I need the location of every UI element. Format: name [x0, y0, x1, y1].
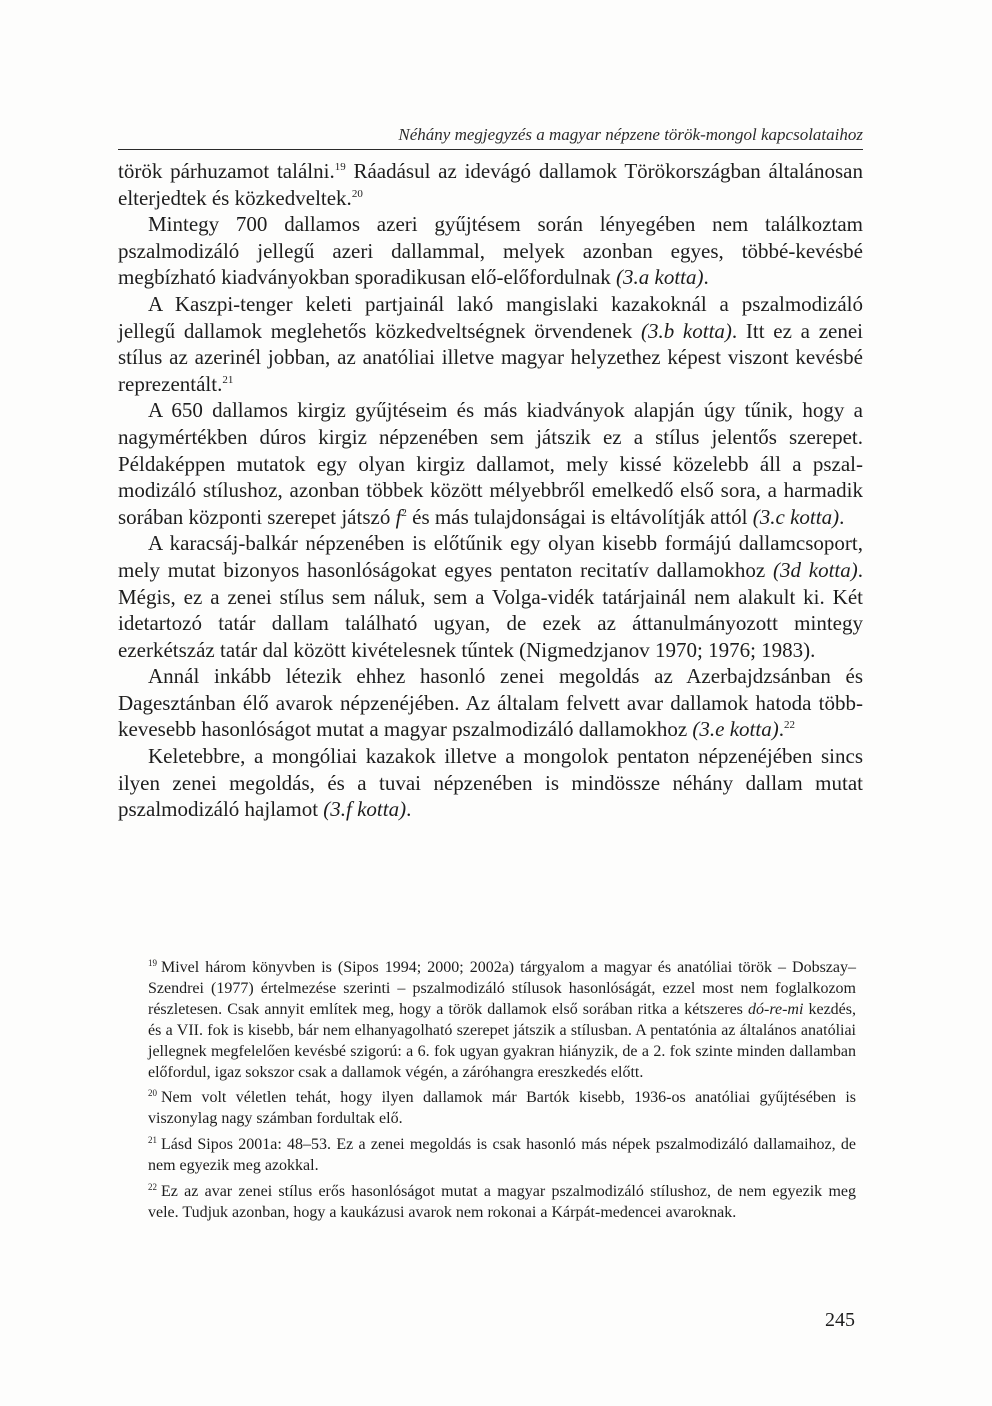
- footnote-text: Ez az avar zenei stílus erős hasonlóságot mutat a magyar pszalmodizáló stílushoz, de nem egyezik meg vele. Tudjuk azonban, hogy a kaukázusi avarok nem rokonai a Kárpát-medencei avaroknak.: [148, 1183, 856, 1221]
- running-head: Néhány megjegyzés a magyar népzene török-mongol kapcsolataihoz: [118, 124, 863, 150]
- music-reference: (3.b kotta): [640, 318, 732, 343]
- paragraph-5: [118, 530, 863, 663]
- text-segment: . Mégis, ez a zenei stílus sem náluk, sem a Volga-vidék tatárjainál nem alakult ki. Két idetartozó tatár dallam található ugyan, de ezek az áttanulmányozott mintegy ezerkétszáz tatár dal között kivételesnek tűntek (Nigmedzjanov 1970; 1976; 1983).: [118, 557, 863, 662]
- footnote-19: [148, 958, 856, 1083]
- footnote-mark: 22: [148, 1181, 157, 1192]
- paragraph-3: [118, 291, 863, 397]
- paragraph-1: [118, 158, 863, 211]
- footnote-text: Mivel három könyvben is (Sipos 1994; 2000; 2002a) tárgyalom a magyar és anatóliai török – Dobszay–Szendrei (1977) értelmezése szerinti – pszalmodizáló stílusok hasonlóságát, ezzel most nem foglalkozom részletesen. Csak annyit említek meg, hogy a török dallamok első sorában ritka a kétszeres: [148, 959, 856, 1018]
- text-segment: A Kaszpi-tenger keleti partjainál lakó mangislaki kazakoknál a pszalmodizáló jellegű dallamok meglehetős közkedveltségnek örvendenek: [118, 291, 863, 343]
- footnote-italic: dó-re-mi: [748, 1000, 804, 1018]
- music-reference: (3.a kotta): [616, 265, 704, 290]
- footnote-ref-19[interactable]: 19: [334, 161, 346, 173]
- music-reference: (3d kotta): [772, 557, 858, 582]
- text-segment: A karacsáj-balkár népzenében is előtűnik egy olyan kisebb formájú dallamcsoport, mely mutat bizonyos hasonlóságokat egyes pentaton recitatív dallamokhoz: [118, 531, 863, 582]
- text-segment: .: [406, 797, 412, 822]
- footnote-text: Nem volt véletlen tehát, hogy ilyen dallamok már Bartók kisebb, 1936-os anatóliai gyűjtésében is viszonylag nagy számban fordultak elő.: [148, 1089, 856, 1128]
- text-segment: Annál inkább létezik ehhez hasonló zenei megoldás az Azerbajdzsánban és Dagesztánban élő avarok népzenéjében. Az általam felvett avar dallamok hatoda több-kevesebb hasonlóságot mutat a magyar pszalmodizáló dallamokhoz: [118, 664, 863, 742]
- footnotes: [148, 958, 856, 1229]
- text-segment: . Itt ez a zenei stílus az azerinél jobban, az anatóliai illetve magyar helyzethez képest viszont kevésbé reprezentált.: [118, 318, 863, 396]
- text-segment: A 650 dallamos kirgiz gyűjtéseim és más kiadványok alapján úgy tűnik, hogy a nagymértékben dúros kirgiz népzenében sem játszik ez a stílus jelentős szerepet. Példaképpen mutatok egy olyan kirgiz dallamot, mely kissé közelebb áll a pszalmodizáló stílushoz, azonban többek között mélyebbről emelkedő első sora, a harmadik sorában központi szerepet játszó: [118, 398, 863, 529]
- note-symbol-superscript: 2: [401, 506, 407, 519]
- footnote-ref-22[interactable]: 22: [783, 719, 795, 732]
- text-segment: .: [703, 265, 709, 290]
- paragraph-7: [118, 743, 863, 823]
- music-reference: (3.f kotta): [323, 797, 407, 822]
- footnote-text: kezdés, és a VII. fok is kisebb, bár nem elhanyagolható szerepet játszik a stílusban. A pentatónia az általános anatóliai jellegnek megfelelően kevésbé szigorú: a 6. fok ugyan gyakran hiányzik, de a 2. fok szinte minden dallamban előfordul, igaz sokszor csak a dallamok végén, a záróhangra ereszkedés előtt.: [148, 1000, 857, 1081]
- footnote-20: [148, 1088, 856, 1130]
- text-segment: .: [839, 504, 845, 529]
- text-segment: Mintegy 700 dallamos azeri gyűjtésem során lényegében nem találkoztam pszalmodizáló jellegű azeri dallammal, melyek azonban egyes, többé-kevésbé megbízható kiadványokban sporadikusan elő-előfordulnak: [118, 212, 863, 290]
- paragraph-2: [118, 211, 863, 291]
- text-segment: és más tulajdonságai is eltávolítják attól: [406, 504, 753, 529]
- body-text: [118, 158, 863, 823]
- footnote-mark: 21: [148, 1134, 157, 1145]
- music-reference: (3.c kotta): [752, 504, 840, 529]
- paragraph-4: [118, 397, 863, 530]
- text-segment: Ráadásul az idevágó dallamok Törökországban általánosan elterjedtek és közkedveltek.: [118, 159, 863, 210]
- text-segment: .: [778, 717, 784, 742]
- note-symbol: f: [395, 504, 402, 529]
- footnote-21: [148, 1135, 856, 1177]
- footnote-22: [148, 1182, 856, 1224]
- text-segment: Keletebbre, a mongóliai kazakok illetve a mongolok pentaton népzenéjében sincs ilyen zenei megoldás, és a tuvai népzenében is mindössze néhány dallam mutat pszalmodizáló hajlamot: [118, 744, 863, 822]
- footnote-ref-21[interactable]: 21: [222, 373, 234, 386]
- footnote-ref-20[interactable]: 20: [351, 187, 363, 200]
- footnote-mark: 19: [148, 957, 157, 968]
- footnote-text: Lásd Sipos 2001a: 48–53. Ez a zenei megoldás is csak hasonló más népek pszalmodizáló dallamaihoz, de nem egyezik meg azokkal.: [148, 1136, 856, 1175]
- page-number: 245: [825, 1309, 855, 1331]
- paragraph-6: [118, 663, 863, 743]
- music-reference: (3.e kotta): [692, 717, 779, 742]
- text-segment: török párhuzamot találni.: [118, 159, 335, 183]
- footnote-mark: 20: [148, 1088, 157, 1099]
